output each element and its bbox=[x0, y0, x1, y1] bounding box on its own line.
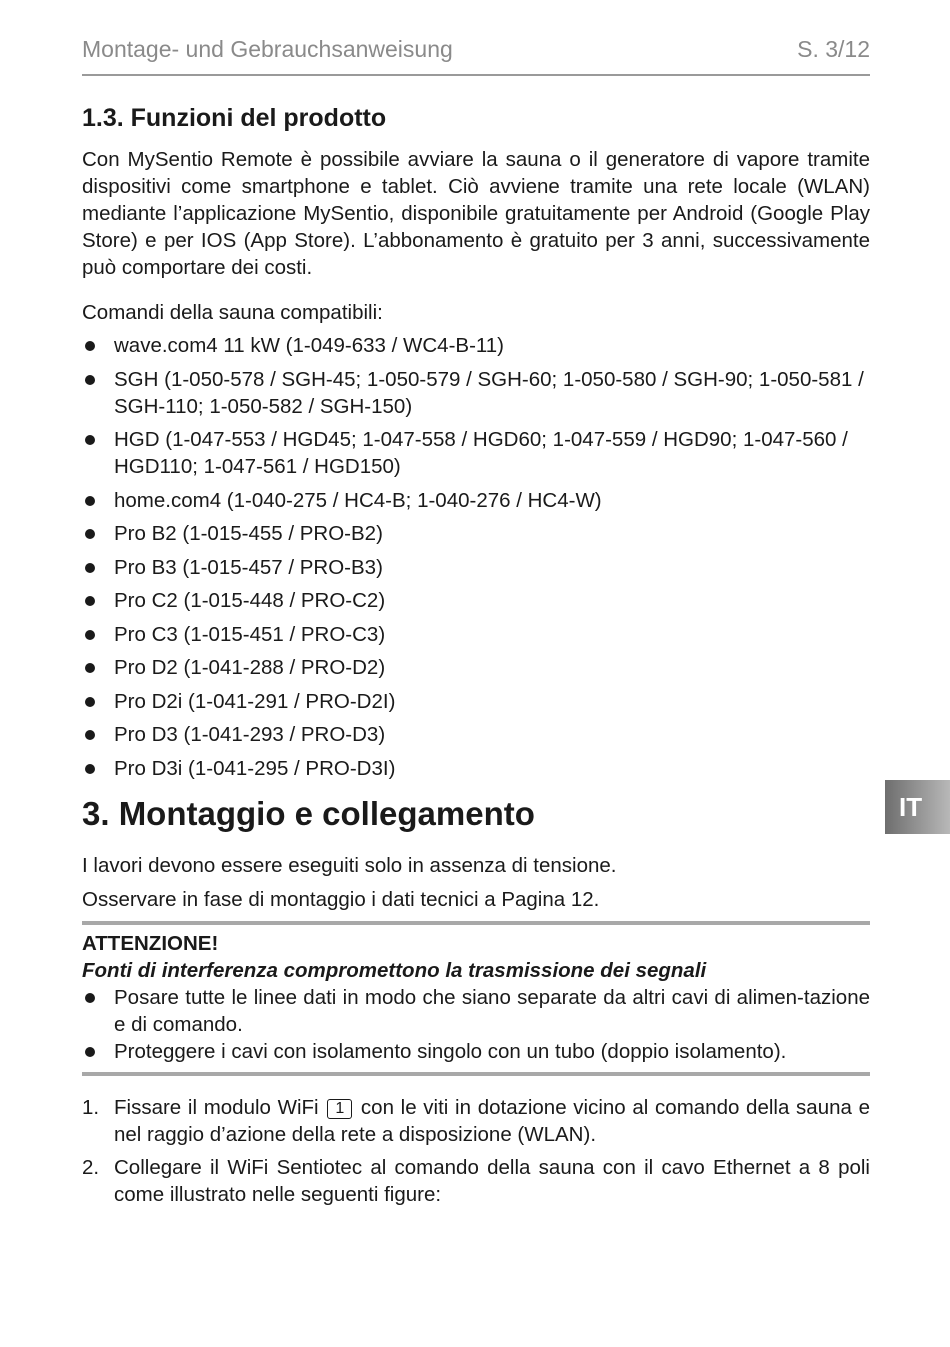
list-item: Pro C2 (1-015-448 / PRO-C2) bbox=[82, 587, 870, 614]
list-item: Pro D2i (1-041-291 / PRO-D2I) bbox=[82, 688, 870, 715]
compat-list bbox=[82, 332, 870, 782]
section-heading-3: 3. Montaggio e collegamento bbox=[82, 794, 535, 832]
page-content bbox=[82, 102, 870, 1215]
list-item: Pro B3 (1-015-457 / PRO-B3) bbox=[82, 554, 870, 581]
list-item: wave.com4 11 kW (1-049-633 / WC4-B-11) bbox=[82, 332, 870, 359]
list-item: Pro D3 (1-041-293 / PRO-D3) bbox=[82, 721, 870, 748]
list-item: Posare tutte le linee dati in modo che siano separate da altri cavi di alimen-tazione e di comando. bbox=[82, 984, 870, 1038]
step-item bbox=[82, 1094, 870, 1148]
list-item: home.com4 (1-040-275 / HC4-B; 1-040-276 / HC4-W) bbox=[82, 487, 870, 514]
list-item: Pro D2 (1-041-288 / PRO-D2) bbox=[82, 654, 870, 681]
list-item: Proteggere i cavi con isolamento singolo con un tubo (doppio isolamento). bbox=[82, 1038, 870, 1065]
warning-title: ATTENZIONE! bbox=[82, 931, 219, 955]
step-number: 1. bbox=[82, 1095, 100, 1119]
step-text: Collegare il WiFi Sentiotec al comando della sauna con il cavo Ethernet a 8 poli come illustrato nelle seguenti figure: bbox=[114, 1156, 870, 1206]
step-text-after: con le viti in dotazione vicino al comando della sauna e nel raggio d’azione della rete a disposizione (WLAN). bbox=[114, 1095, 871, 1146]
part-callout-badge: 1 bbox=[327, 1099, 352, 1119]
list-item: HGD (1-047-553 / HGD45; 1-047-558 / HGD60; 1-047-559 / HGD90; 1-047-560 / HGD110; 1-047-561 / HGD150) bbox=[82, 426, 870, 480]
list-item: Pro B2 (1-015-455 / PRO-B2) bbox=[82, 520, 870, 547]
document-title: Montage- und Gebrauchsanweisung bbox=[82, 36, 453, 62]
warning-list bbox=[82, 984, 870, 1065]
compat-intro: Comandi della sauna compatibili: bbox=[82, 301, 383, 324]
list-item: Pro C3 (1-015-451 / PRO-C3) bbox=[82, 621, 870, 648]
list-item: SGH (1-050-578 / SGH-45; 1-050-579 / SGH-60; 1-050-580 / SGH-90; 1-050-581 / SGH-110; 1-050-582 / SGH-150) bbox=[82, 366, 870, 420]
voltage-note: I lavori devono essere eseguiti solo in assenza di tensione. bbox=[82, 853, 617, 877]
step-text-before: Fissare il modulo WiFi bbox=[114, 1095, 319, 1119]
section-heading-1-3: 1.3. Funzioni del prodotto bbox=[82, 104, 387, 132]
page-number: S. 3/12 bbox=[797, 36, 870, 62]
technical-data-note: Osservare in fase di montaggio i dati tecnici a Pagina 12. bbox=[82, 887, 600, 911]
page-header bbox=[82, 36, 870, 76]
step-item bbox=[82, 1154, 870, 1208]
steps-list bbox=[82, 1094, 870, 1209]
list-item: Pro D3i (1-041-295 / PRO-D3I) bbox=[82, 755, 870, 782]
warning-box bbox=[82, 921, 870, 1076]
intro-paragraph: Con MySentio Remote è possibile avviare la sauna o il generatore di vapore tramite dispositivi come smartphone e tablet. Ciò avviene tramite una rete locale (WLAN) mediante l’applicazione MySentio, disponibile gratuitamente per Android (Google Play Store) e per IOS (App Store). L’abbonamento è gratuito per 3 anni, successivamente può comportare dei costi. bbox=[82, 148, 870, 279]
language-tab: IT bbox=[885, 780, 950, 834]
warning-subtitle: Fonti di interferenza compromettono la trasmissione dei segnali bbox=[82, 958, 707, 982]
step-number: 2. bbox=[82, 1156, 100, 1179]
